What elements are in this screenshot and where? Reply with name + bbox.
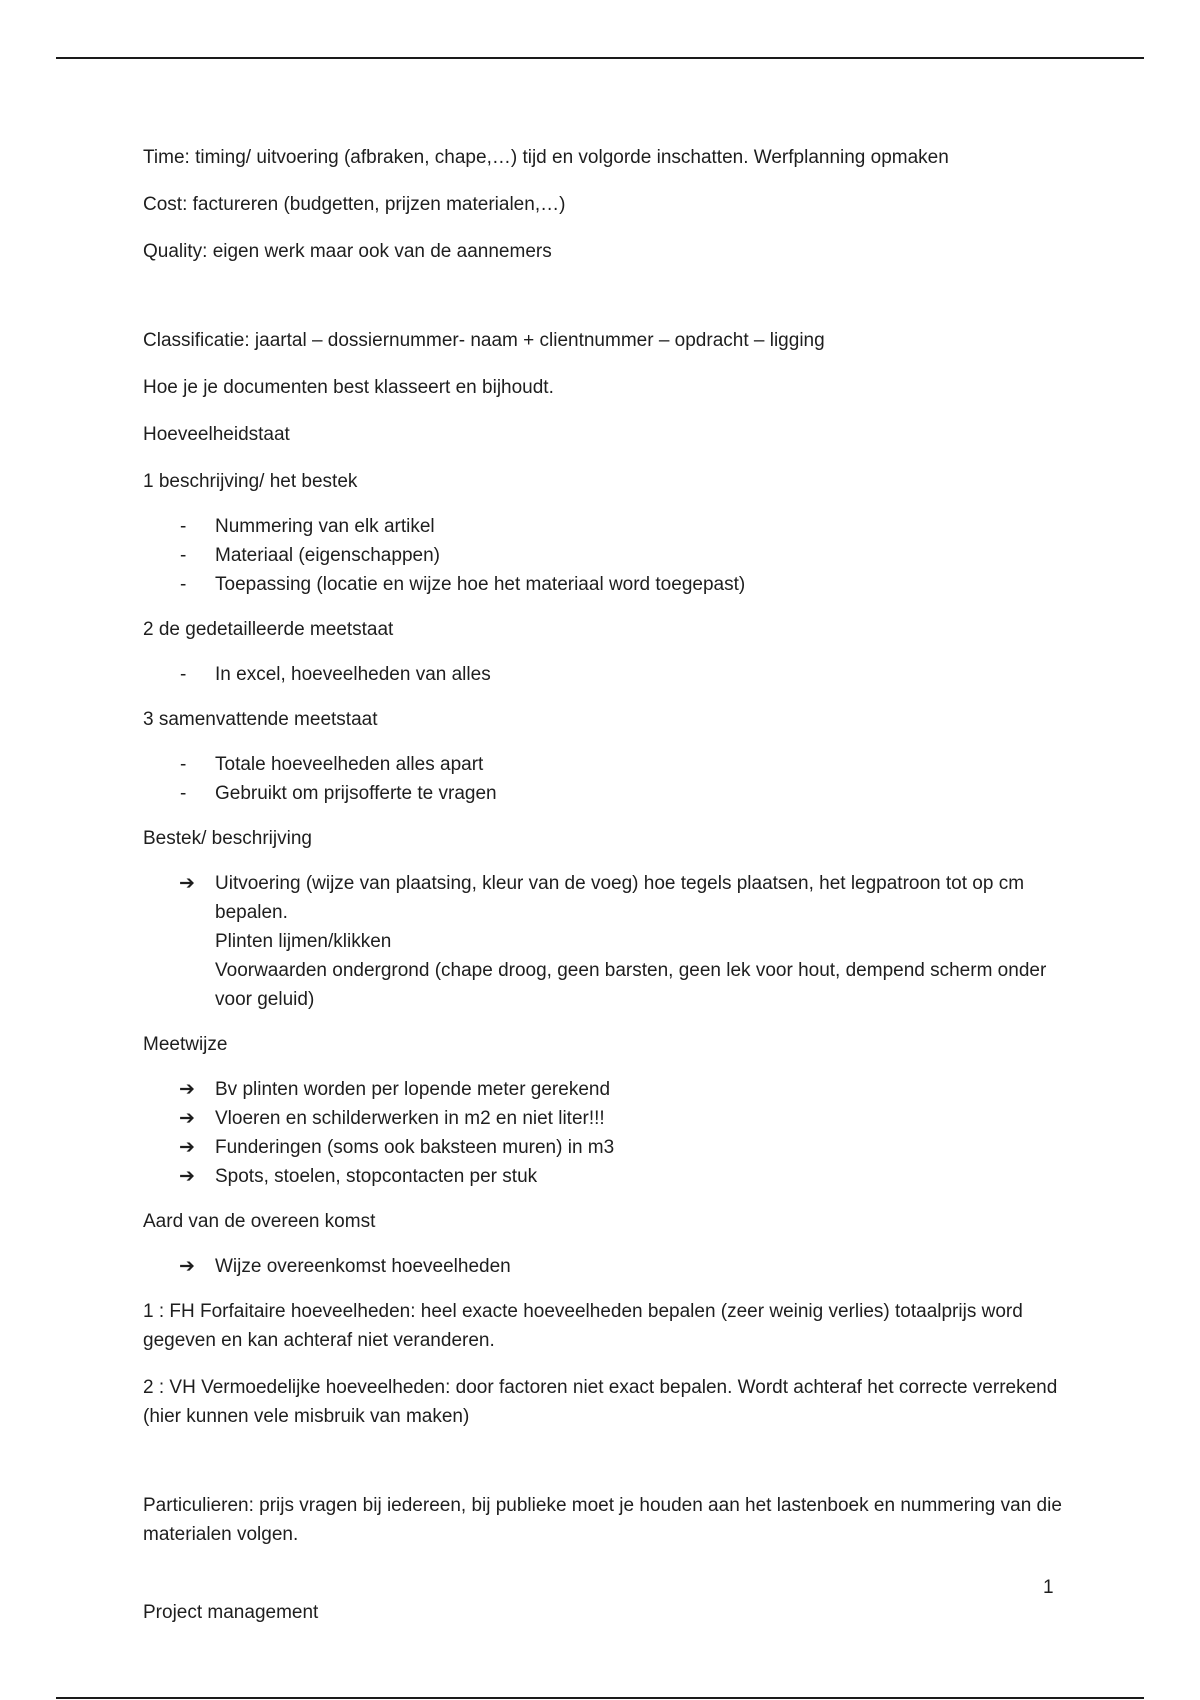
list-item-text: Gebruikt om prijsofferte te vragen [215,783,497,804]
list-item-text: Totale hoeveelheden alles apart [215,754,484,775]
list-item [143,1075,1063,1104]
list-item-text: Toepassing (locatie en wijze hoe het materiaal word toegepast) [215,574,746,595]
list-item [143,869,1063,1014]
gedetailleerde-list [143,660,1063,689]
list-item [143,512,1063,541]
dash-marker: - [180,516,187,537]
list-item-text: Voorwaarden ondergrond (chape droog, geen barsten, geen lek voor hout, dempend scherm onder voor geluid) [215,960,1047,1010]
header-rule [56,57,1144,59]
dash-marker: - [180,574,187,595]
samenvattende-list [143,750,1063,808]
spacer [143,284,1063,326]
spacer [143,1449,1063,1491]
list-item-text: Vloeren en schilderwerken in m2 en niet liter!!! [215,1108,605,1129]
particulieren-paragraph: Particulieren: prijs vragen bij iedereen, bij publieke moet je houden aan het lastenboek en nummering van die materialen volgen. [143,1495,1062,1545]
list-item [143,1133,1063,1162]
arrow-icon: ➔ [179,1108,195,1129]
hoeveelheidstaat-heading: Hoeveelheidstaat [143,424,290,445]
meetwijze-heading: Meetwijze [143,1034,228,1055]
document-body [143,143,1063,1567]
footer-title: Project management [143,1602,319,1623]
bestek-list [143,869,1063,1014]
list-item-text: Nummering van elk artikel [215,516,435,537]
klasseren-line: Hoe je je documenten best klasseert en bijhoudt. [143,377,554,398]
arrow-icon: ➔ [179,1256,195,1277]
arrow-icon: ➔ [179,1079,195,1100]
aard-list [143,1252,1063,1281]
dash-marker: - [180,664,187,685]
arrow-icon: ➔ [179,1137,195,1158]
bestek-heading: Bestek/ beschrijving [143,828,312,849]
list-item-text: Wijze overeenkomst hoeveelheden [215,1256,511,1277]
list-item [143,541,1063,570]
list-item [143,750,1063,779]
list-item [143,1252,1063,1281]
page-number: 1 [1043,1577,1054,1598]
dash-marker: - [180,545,187,566]
vh-paragraph: 2 : VH Vermoedelijke hoeveelheden: door factoren niet exact bepalen. Wordt achteraf het correcte verrekend (hier kunnen vele misbruik van maken) [143,1377,1058,1427]
list-item [143,570,1063,599]
arrow-icon: ➔ [179,1166,195,1187]
beschrijving-list [143,512,1063,599]
list-item-text: Funderingen (soms ook baksteen muren) in m3 [215,1137,615,1158]
list-item [143,1162,1063,1191]
meetwijze-list [143,1075,1063,1191]
list-item [143,1104,1063,1133]
aard-heading: Aard van de overeen komst [143,1211,376,1232]
footer-rule [56,1697,1144,1699]
samenvattende-heading: 3 samenvattende meetstaat [143,709,378,730]
beschrijving-heading: 1 beschrijving/ het bestek [143,471,358,492]
dash-marker: - [180,754,187,775]
list-item [143,660,1063,689]
list-item-text: Uitvoering (wijze van plaatsing, kleur van de voeg) hoe tegels plaatsen, het legpatroon tot op cm bepalen. [215,873,1025,923]
classificatie-line: Classificatie: jaartal – dossiernummer- naam + clientnummer – opdracht – ligging [143,330,825,351]
list-item [143,779,1063,808]
time-line: Time: timing/ uitvoering (afbraken, chape,…) tijd en volgorde inschatten. Werfplanning opmaken [143,147,949,168]
gedetailleerde-heading: 2 de gedetailleerde meetstaat [143,619,394,640]
list-item-text: Bv plinten worden per lopende meter gerekend [215,1079,611,1100]
list-item-text: In excel, hoeveelheden van alles [215,664,491,685]
list-item-text: Materiaal (eigenschappen) [215,545,440,566]
cost-line: Cost: factureren (budgetten, prijzen materialen,…) [143,194,566,215]
list-item-text: Spots, stoelen, stopcontacten per stuk [215,1166,538,1187]
dash-marker: - [180,783,187,804]
quality-line: Quality: eigen werk maar ook van de aannemers [143,241,552,262]
list-item-text: Plinten lijmen/klikken [215,931,392,952]
arrow-icon: ➔ [179,873,195,894]
fh-paragraph: 1 : FH Forfaitaire hoeveelheden: heel exacte hoeveelheden bepalen (zeer weinig verlies) totaalprijs word gegeven en kan achteraf niet veranderen. [143,1301,1023,1351]
